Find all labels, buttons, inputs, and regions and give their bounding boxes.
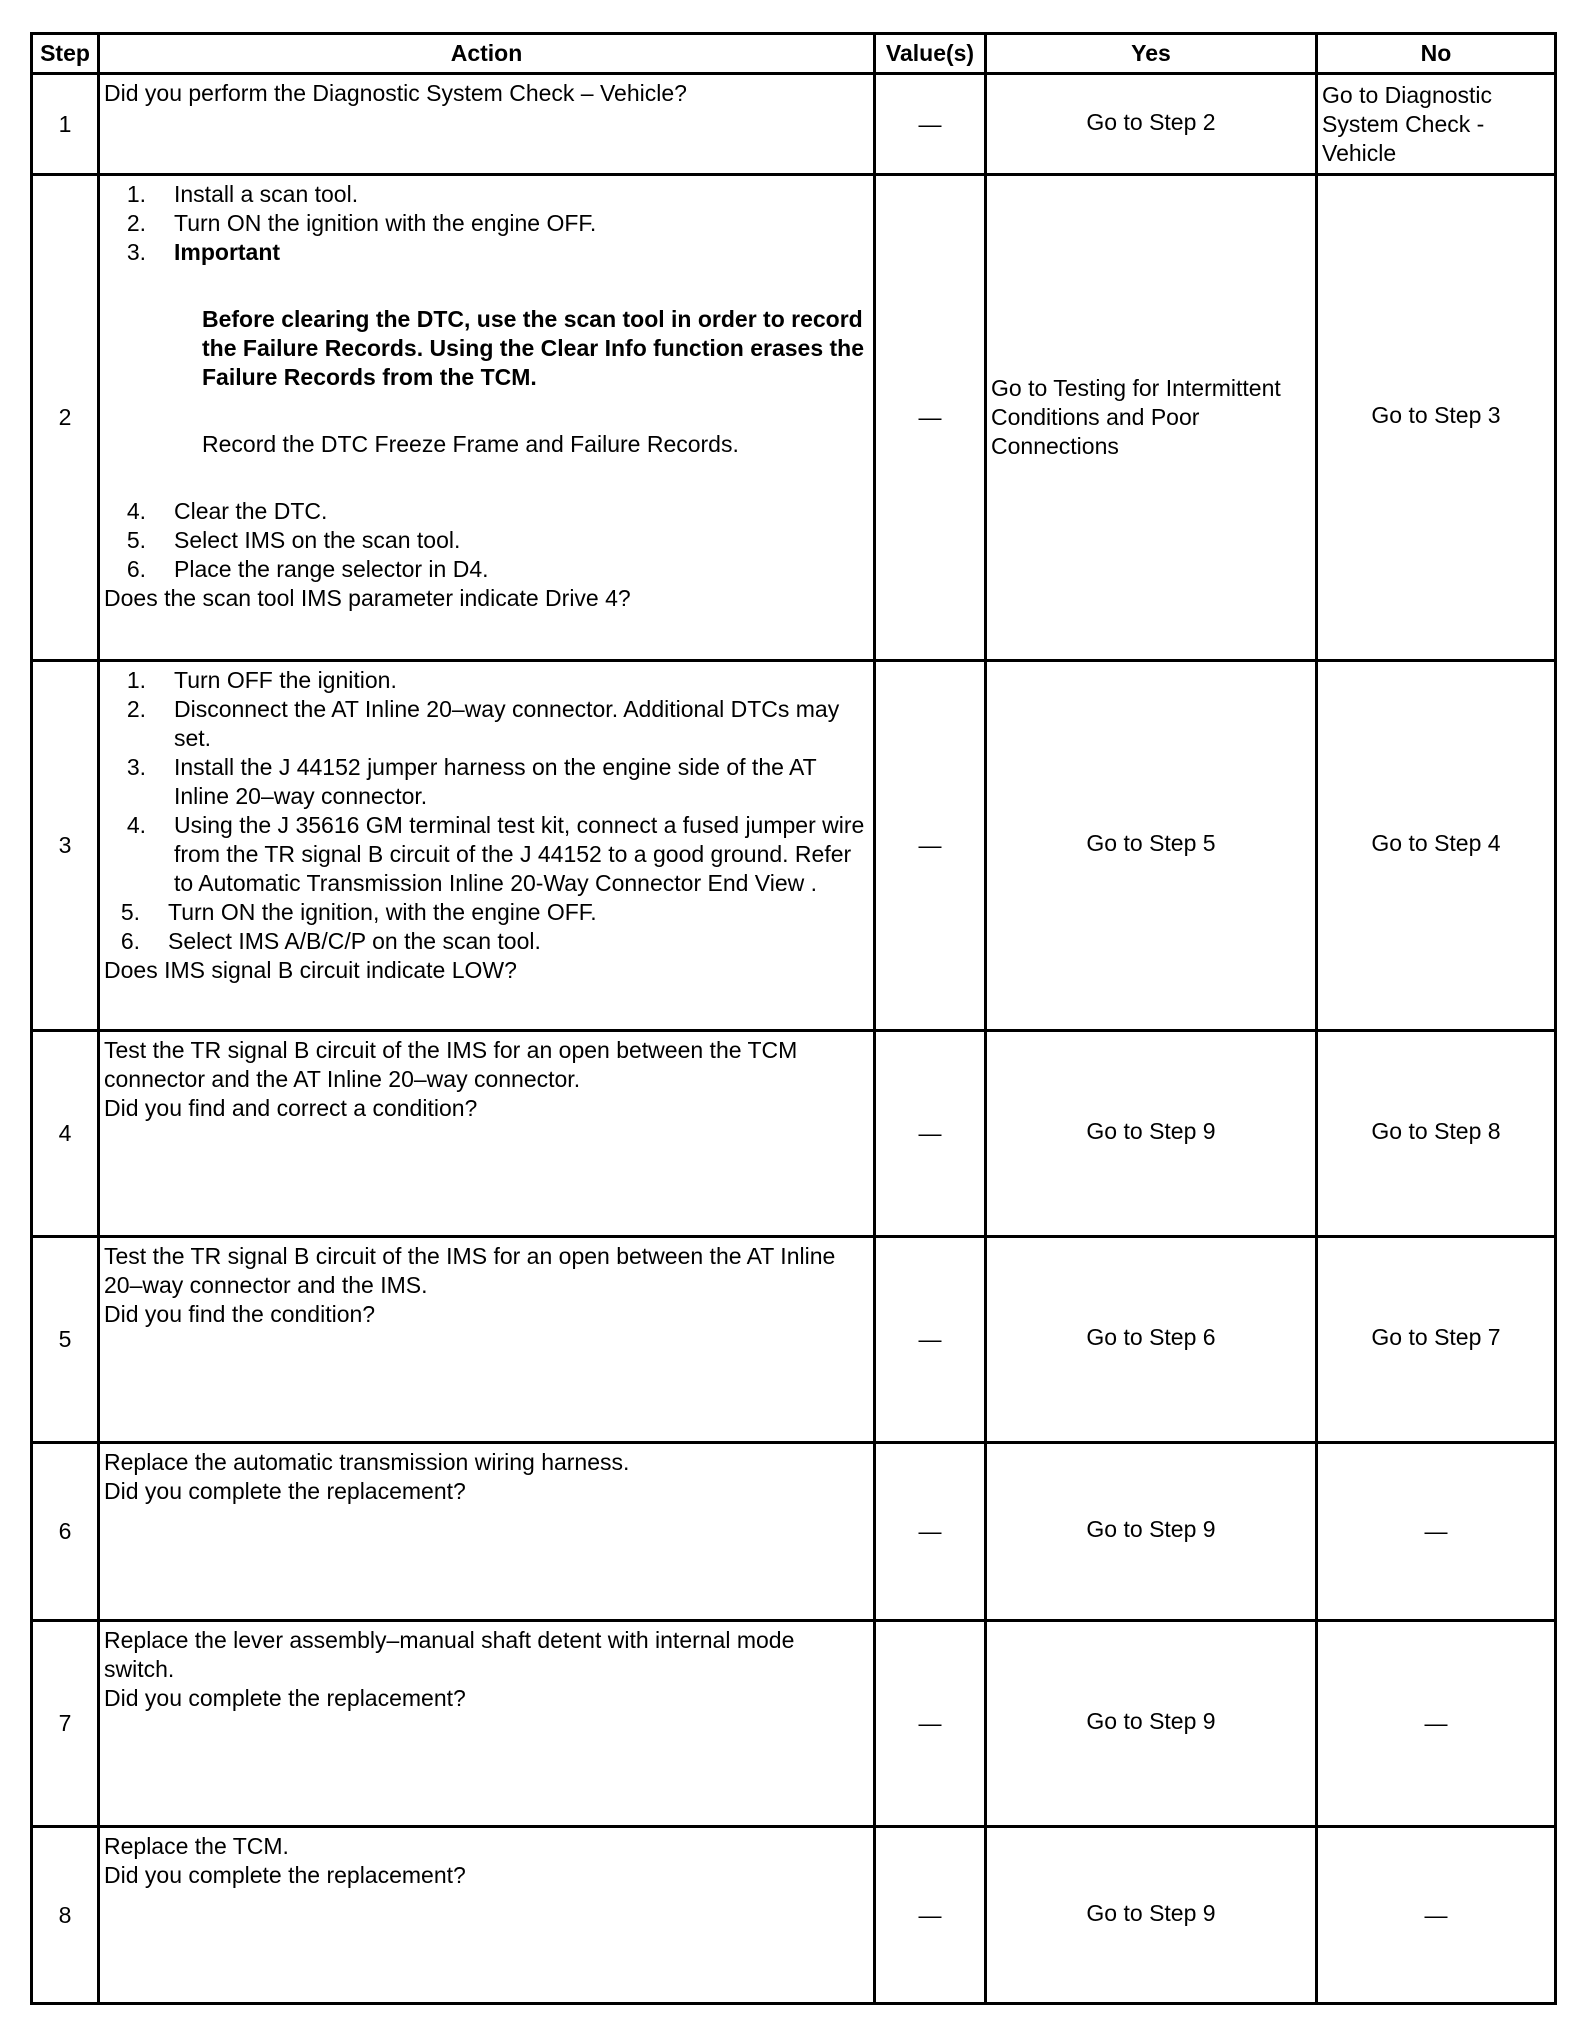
table-row xyxy=(32,175,1556,661)
question-text: Did you complete the replacement? xyxy=(104,1862,466,1888)
action-text: Replace the TCM. xyxy=(104,1833,289,1859)
no-cell xyxy=(1317,1237,1556,1443)
step-number: 2 xyxy=(32,175,99,661)
yes-text: Go to Testing for Intermittent Conditions and Poor Connections xyxy=(991,375,1281,459)
table-row xyxy=(32,1827,1556,2004)
yes-cell xyxy=(986,1621,1317,1827)
important-note: Before clearing the DTC, use the scan tool in order to record the Failure Records. Using the Clear Info function erases the Failure Records from the TCM. xyxy=(202,306,865,390)
header-action: Action xyxy=(99,34,875,74)
list-item: 2. Disconnect the AT Inline 20–way connector. Additional DTCs may set. xyxy=(126,696,840,751)
list-item: 5. Select IMS on the scan tool. xyxy=(126,527,461,553)
action-cell xyxy=(99,1621,875,1827)
question-text: Does IMS signal B circuit indicate LOW? xyxy=(104,957,517,983)
step-number: 1 xyxy=(32,74,99,175)
yes-cell xyxy=(986,1827,1317,2004)
step-number: 8 xyxy=(32,1827,99,2004)
no-cell: — xyxy=(1317,1621,1556,1827)
no-cell xyxy=(1317,74,1556,175)
step-number: 4 xyxy=(32,1031,99,1237)
action-cell xyxy=(99,1237,875,1443)
yes-text: Go to Step 5 xyxy=(1086,830,1216,856)
record-text: Record the DTC Freeze Frame and Failure Records. xyxy=(202,431,739,457)
list-item: 6. Place the range selector in D4. xyxy=(126,556,489,582)
yes-cell xyxy=(986,175,1317,661)
action-cell xyxy=(99,74,875,175)
step-number: 6 xyxy=(32,1443,99,1621)
question-text: Did you complete the replacement? xyxy=(104,1478,466,1504)
yes-text: Go to Step 9 xyxy=(1086,1516,1216,1542)
list-item: 2. Turn ON the ignition with the engine OFF. xyxy=(126,210,597,236)
value-cell: — xyxy=(875,661,986,1031)
action-text: Test the TR signal B circuit of the IMS for an open between the AT Inline 20–way connector and the IMS. xyxy=(104,1243,836,1298)
yes-text: Go to Step 2 xyxy=(1086,108,1216,135)
header-values: Value(s) xyxy=(875,34,986,74)
no-cell xyxy=(1317,661,1556,1031)
list-item: 4. Using the J 35616 GM terminal test kit, connect a fused jumper wire from the TR signal B circuit of the J 44152 to a good ground. Refer to Automatic Transmission Inline 20-Way Connector End View . xyxy=(126,812,865,896)
table-row xyxy=(32,661,1556,1031)
value-cell: — xyxy=(875,1827,986,2004)
question-text: Did you complete the replacement? xyxy=(104,1685,466,1711)
value-cell: — xyxy=(875,1237,986,1443)
no-text: Go to Step 7 xyxy=(1371,1324,1501,1350)
value-cell: — xyxy=(875,1443,986,1621)
list-item: 5. Turn ON the ignition, with the engine OFF. xyxy=(120,899,597,925)
no-cell xyxy=(1317,1031,1556,1237)
value-cell: — xyxy=(875,1621,986,1827)
list-item: 1. Install a scan tool. xyxy=(126,181,359,207)
action-cell xyxy=(99,1827,875,2004)
step-list xyxy=(104,497,869,584)
list-item: 6. Select IMS A/B/C/P on the scan tool. xyxy=(120,928,541,954)
question-text: Did you find the condition? xyxy=(104,1301,376,1327)
step-number: 3 xyxy=(32,661,99,1031)
yes-cell xyxy=(986,74,1317,175)
table-row xyxy=(32,1031,1556,1237)
yes-cell xyxy=(986,1443,1317,1621)
yes-text: Go to Step 9 xyxy=(1086,1118,1216,1144)
question-text: Did you find and correct a condition? xyxy=(104,1095,478,1121)
header-yes: Yes xyxy=(986,34,1317,74)
action-text: Test the TR signal B circuit of the IMS for an open between the TCM connector and the AT Inline 20–way connector. xyxy=(104,1037,798,1092)
no-text: Go to Step 3 xyxy=(1371,402,1501,428)
yes-text: Go to Step 9 xyxy=(1086,1708,1216,1734)
step-number: 5 xyxy=(32,1237,99,1443)
value-cell: — xyxy=(875,1031,986,1237)
action-cell xyxy=(99,1031,875,1237)
yes-text: Go to Step 9 xyxy=(1086,1899,1216,1926)
header-step: Step xyxy=(32,34,99,74)
table-row xyxy=(32,1621,1556,1827)
step-number: 7 xyxy=(32,1621,99,1827)
no-text: Go to Diagnostic System Check - Vehicle xyxy=(1322,81,1493,166)
action-cell xyxy=(99,661,875,1031)
action-text: Replace the automatic transmission wiring harness. xyxy=(104,1449,630,1475)
value-cell: — xyxy=(875,74,986,175)
yes-cell xyxy=(986,1031,1317,1237)
action-text: Replace the lever assembly–manual shaft detent with internal mode switch. xyxy=(104,1627,795,1682)
action-text: Did you perform the Diagnostic System Check – Vehicle? xyxy=(104,80,687,106)
action-cell xyxy=(99,175,875,661)
header-row xyxy=(32,34,1556,74)
yes-cell xyxy=(986,1237,1317,1443)
value-cell: — xyxy=(875,175,986,661)
list-item: 3. Important xyxy=(126,239,281,265)
question-text: Does the scan tool IMS parameter indicate Drive 4? xyxy=(104,585,631,611)
table-row xyxy=(32,1237,1556,1443)
step-list xyxy=(104,666,869,956)
yes-text: Go to Step 6 xyxy=(1086,1324,1216,1350)
no-text: Go to Step 4 xyxy=(1371,830,1501,856)
no-cell: — xyxy=(1317,1827,1556,2004)
yes-cell xyxy=(986,661,1317,1031)
no-cell: — xyxy=(1317,1443,1556,1621)
list-item: 4. Clear the DTC. xyxy=(126,498,328,524)
list-item: 3. Install the J 44152 jumper harness on the engine side of the AT Inline 20–way connector. xyxy=(126,754,817,809)
table-row xyxy=(32,74,1556,175)
diagnostic-table xyxy=(30,32,1557,2005)
list-item: 1. Turn OFF the ignition. xyxy=(126,667,397,693)
no-text: Go to Step 8 xyxy=(1371,1118,1501,1144)
step-list xyxy=(104,180,869,267)
action-cell xyxy=(99,1443,875,1621)
no-cell xyxy=(1317,175,1556,661)
header-no: No xyxy=(1317,34,1556,74)
table-row xyxy=(32,1443,1556,1621)
